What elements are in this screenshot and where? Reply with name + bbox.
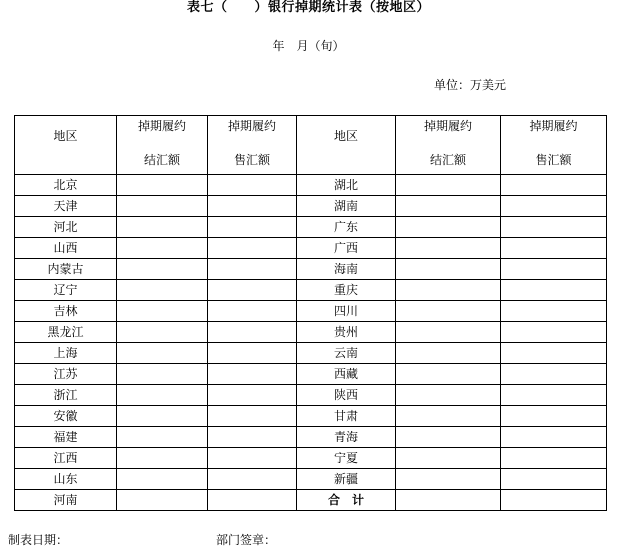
sell-right-cell[interactable] xyxy=(501,364,607,385)
settle-right-cell[interactable] xyxy=(396,490,501,511)
table-row xyxy=(15,385,607,406)
unit-label: 单位：万美元 xyxy=(434,78,507,92)
sell-right-cell[interactable] xyxy=(501,448,607,469)
settle-left-cell[interactable] xyxy=(117,196,208,217)
settle-right-cell[interactable] xyxy=(396,196,501,217)
region-left-cell: 吉林 xyxy=(15,301,117,322)
settle-left-cell[interactable] xyxy=(117,469,208,490)
table-row xyxy=(15,238,607,259)
settle-left-cell[interactable] xyxy=(117,364,208,385)
table-row xyxy=(15,343,607,364)
header-settle-right: 掉期履约 结汇额 xyxy=(396,116,501,175)
header-sell-right: 掉期履约 售汇额 xyxy=(501,116,607,175)
sell-left-cell[interactable] xyxy=(208,280,297,301)
sell-right-cell[interactable] xyxy=(501,322,607,343)
region-left-cell: 天津 xyxy=(15,196,117,217)
sell-right-cell[interactable] xyxy=(501,196,607,217)
region-right-cell: 贵州 xyxy=(297,322,396,343)
settle-left-cell[interactable] xyxy=(117,301,208,322)
sell-left-cell[interactable] xyxy=(208,364,297,385)
region-right-cell: 湖北 xyxy=(297,175,396,196)
region-right-cell: 宁夏 xyxy=(297,448,396,469)
region-left-cell: 山西 xyxy=(15,238,117,259)
sell-left-cell[interactable] xyxy=(208,406,297,427)
settle-left-cell[interactable] xyxy=(117,385,208,406)
settle-right-cell[interactable] xyxy=(396,364,501,385)
sell-right-cell[interactable] xyxy=(501,385,607,406)
table-row xyxy=(15,280,607,301)
sell-left-cell[interactable] xyxy=(208,490,297,511)
table-row xyxy=(15,175,607,196)
settle-left-cell[interactable] xyxy=(117,322,208,343)
settle-left-cell[interactable] xyxy=(117,448,208,469)
header-region-left: 地区 xyxy=(15,116,117,175)
sell-right-cell[interactable] xyxy=(501,406,607,427)
sell-right-cell[interactable] xyxy=(501,469,607,490)
region-left-cell: 江苏 xyxy=(15,364,117,385)
settle-right-cell[interactable] xyxy=(396,427,501,448)
settle-right-cell[interactable] xyxy=(396,301,501,322)
header-row xyxy=(15,116,607,175)
settle-left-cell[interactable] xyxy=(117,427,208,448)
settle-right-cell[interactable] xyxy=(396,217,501,238)
region-left-cell: 河北 xyxy=(15,217,117,238)
sell-right-cell[interactable] xyxy=(501,238,607,259)
sell-left-cell[interactable] xyxy=(208,322,297,343)
region-left-cell: 江西 xyxy=(15,448,117,469)
region-right-cell: 四川 xyxy=(297,301,396,322)
region-right-cell: 云南 xyxy=(297,343,396,364)
settle-right-cell[interactable] xyxy=(396,238,501,259)
stats-table xyxy=(14,115,607,511)
table-row xyxy=(15,406,607,427)
settle-left-cell[interactable] xyxy=(117,259,208,280)
made-date-label: 制表日期： xyxy=(8,533,69,547)
settle-right-cell[interactable] xyxy=(396,175,501,196)
table-row xyxy=(15,469,607,490)
sell-right-cell[interactable] xyxy=(501,427,607,448)
region-left-cell: 上海 xyxy=(15,343,117,364)
period-label: 年 月（旬） xyxy=(272,39,345,53)
region-right-cell: 重庆 xyxy=(297,280,396,301)
sell-left-cell[interactable] xyxy=(208,217,297,238)
table-row xyxy=(15,427,607,448)
region-left-cell: 内蒙古 xyxy=(15,259,117,280)
settle-left-cell[interactable] xyxy=(117,280,208,301)
region-left-cell: 黑龙江 xyxy=(15,322,117,343)
region-right-cell: 陕西 xyxy=(297,385,396,406)
region-left-cell: 河南 xyxy=(15,490,117,511)
settle-left-cell[interactable] xyxy=(117,238,208,259)
settle-left-cell[interactable] xyxy=(117,217,208,238)
table-row xyxy=(15,217,607,238)
settle-left-cell[interactable] xyxy=(117,406,208,427)
sell-right-cell[interactable] xyxy=(501,301,607,322)
table-row xyxy=(15,301,607,322)
sell-left-cell[interactable] xyxy=(208,175,297,196)
sell-right-cell[interactable] xyxy=(501,217,607,238)
settle-right-cell[interactable] xyxy=(396,469,501,490)
sell-right-cell[interactable] xyxy=(501,259,607,280)
region-left-cell: 浙江 xyxy=(15,385,117,406)
region-left-cell: 安徽 xyxy=(15,406,117,427)
header-region-right: 地区 xyxy=(297,116,396,175)
table-row xyxy=(15,448,607,469)
region-right-cell: 湖南 xyxy=(297,196,396,217)
dept-sign-label: 部门签章： xyxy=(216,533,277,547)
header-settle-left: 掉期履约 结汇额 xyxy=(117,116,208,175)
settle-right-cell[interactable] xyxy=(396,406,501,427)
sell-left-cell[interactable] xyxy=(208,448,297,469)
sell-left-cell[interactable] xyxy=(208,385,297,406)
region-left-cell: 辽宁 xyxy=(15,280,117,301)
header-sell-left: 掉期履约 售汇额 xyxy=(208,116,297,175)
settle-right-cell[interactable] xyxy=(396,322,501,343)
region-right-cell: 新疆 xyxy=(297,469,396,490)
table-row xyxy=(15,196,607,217)
region-right-cell: 甘肃 xyxy=(297,406,396,427)
sell-right-cell[interactable] xyxy=(501,280,607,301)
table-row xyxy=(15,259,607,280)
region-right-cell: 青海 xyxy=(297,427,396,448)
region-right-cell: 广东 xyxy=(297,217,396,238)
region-right-cell: 海南 xyxy=(297,259,396,280)
region-left-cell: 福建 xyxy=(15,427,117,448)
sell-right-cell[interactable] xyxy=(501,175,607,196)
table-row xyxy=(15,364,607,385)
sell-left-cell[interactable] xyxy=(208,469,297,490)
sell-left-cell[interactable] xyxy=(208,301,297,322)
settle-right-cell[interactable] xyxy=(396,259,501,280)
settle-right-cell[interactable] xyxy=(396,343,501,364)
settle-right-cell[interactable] xyxy=(396,280,501,301)
settle-right-cell[interactable] xyxy=(396,385,501,406)
sell-left-cell[interactable] xyxy=(208,196,297,217)
table-title: 表七（ ）银行掉期统计表（按地区） xyxy=(186,0,430,15)
sell-right-cell[interactable] xyxy=(501,343,607,364)
settle-left-cell[interactable] xyxy=(117,343,208,364)
region-right-cell: 西藏 xyxy=(297,364,396,385)
sell-left-cell[interactable] xyxy=(208,427,297,448)
settle-left-cell[interactable] xyxy=(117,490,208,511)
settle-left-cell[interactable] xyxy=(117,175,208,196)
settle-right-cell[interactable] xyxy=(396,448,501,469)
sell-left-cell[interactable] xyxy=(208,259,297,280)
sell-left-cell[interactable] xyxy=(208,343,297,364)
region-left-cell: 山东 xyxy=(15,469,117,490)
region-right-cell: 合计 xyxy=(297,490,396,511)
table-row xyxy=(15,490,607,511)
region-right-cell: 广西 xyxy=(297,238,396,259)
table-row xyxy=(15,322,607,343)
sell-right-cell[interactable] xyxy=(501,490,607,511)
sell-left-cell[interactable] xyxy=(208,238,297,259)
region-left-cell: 北京 xyxy=(15,175,117,196)
